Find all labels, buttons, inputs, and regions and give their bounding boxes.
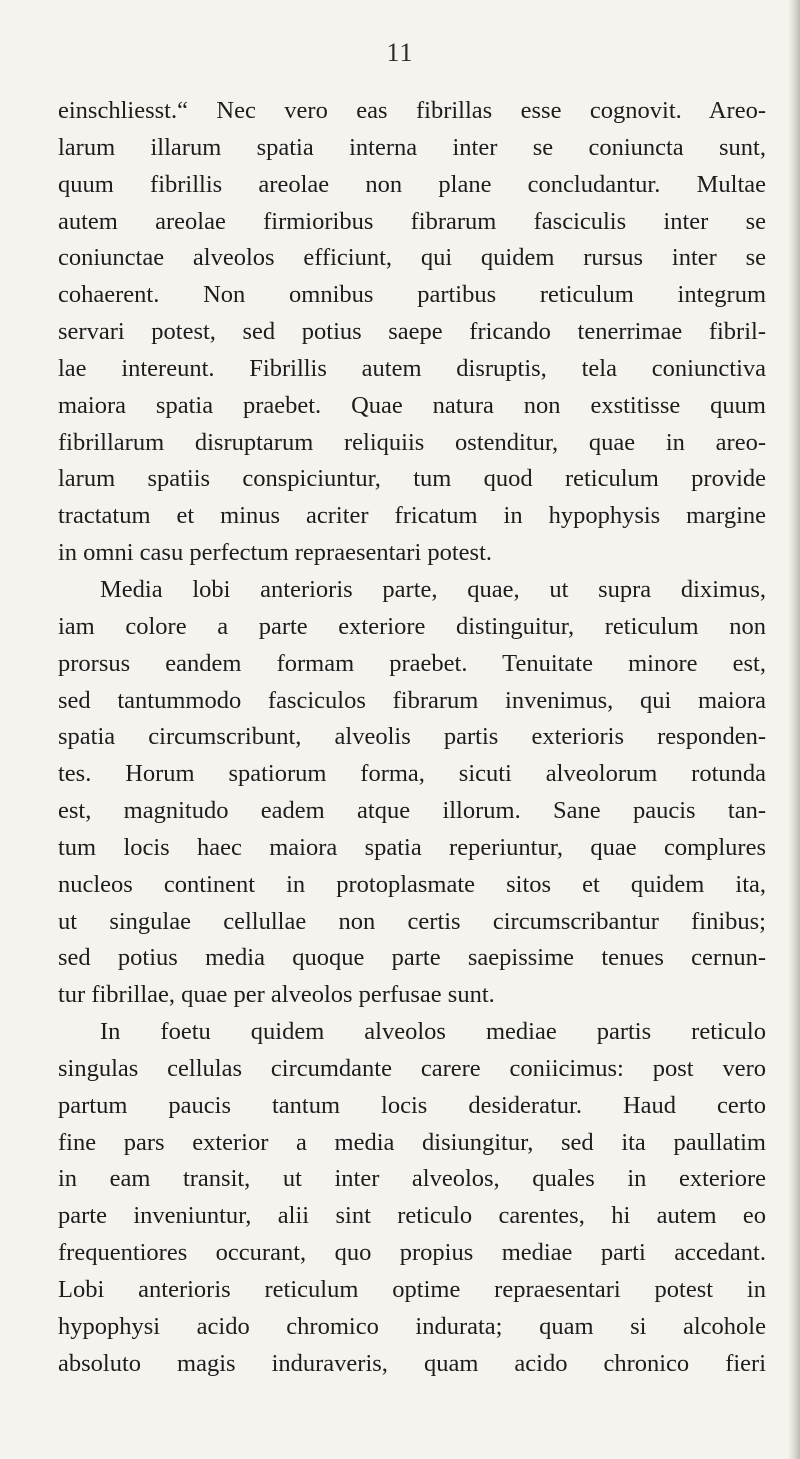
text-line: larum illarum spatia interna inter se coniuncta sunt, (58, 133, 766, 161)
text-line: cohaerent. Non omnibus partibus reticulum integrum (58, 281, 766, 309)
text-line: Lobi anterioris reticulum optime repraesentari potest in (58, 1276, 766, 1303)
text-line: tum locis haec maiora spatia reperiuntur, quae complures (58, 833, 766, 861)
text-line: sed potius media quoque parte saepissime tenues cernun- (58, 944, 766, 972)
text-line: maiora spatia praebet. Quae natura non exstitisse quum (58, 391, 766, 419)
text-line: in eam transit, ut inter alveolos, quales in exteriore (58, 1165, 766, 1193)
text-line: absoluto magis induraveris, quam acido chronico fieri (58, 1349, 766, 1377)
text-line: quum fibrillis areolae non plane concludantur. Multae (58, 170, 766, 198)
page-number: 11 (386, 38, 414, 67)
text-line: tur fibrillae, quae per alveolos perfusae sunt. (58, 981, 495, 1009)
text-line: ut singulae cellullae non certis circumscribantur finibus; (58, 907, 766, 935)
text-line: partum paucis tantum locis desideratur. Haud certo (58, 1091, 766, 1119)
text-line: singulas cellulas circumdante carere coniicimus: post vero (58, 1054, 766, 1082)
text-line: hypophysi acido chromico indurata; quam si alcohole (58, 1312, 766, 1340)
text-line: in omni casu perfectum repraesentari potest. (58, 539, 493, 567)
text-line: nucleos continent in protoplasmate sitos et quidem ita, (58, 870, 766, 898)
text-line: frequentiores occurant, quo propius mediae parti accedant. (58, 1239, 766, 1267)
body-text (58, 93, 766, 1383)
text-line: larum spatiis conspiciuntur, tum quod reticulum provide (58, 465, 766, 493)
text-line: parte inveniuntur, alii sint reticulo carentes, hi autem eo (58, 1202, 766, 1230)
text-line: coniunctae alveolos efficiunt, qui quidem rursus inter se (58, 244, 766, 272)
text-line: iam colore a parte exteriore distinguitur, reticulum non (58, 612, 766, 640)
text-line: Media lobi anterioris parte, quae, ut supra diximus, (100, 575, 766, 603)
page-edge-shadow (788, 0, 800, 1459)
text-line: lae intereunt. Fibrillis autem disruptis, tela coniunctiva (58, 354, 766, 382)
text-line: sed tantummodo fasciculos fibrarum invenimus, qui maiora (58, 686, 766, 714)
text-line: einschliesst.“ Nec vero eas fibrillas esse cognovit. Areo- (58, 97, 766, 124)
text-line: In foetu quidem alveolos mediae partis reticulo (100, 1018, 766, 1046)
text-line: tes. Horum spatiorum forma, sicuti alveolorum rotunda (58, 760, 766, 788)
text-line: spatia circumscribunt, alveolis partis exterioris responden- (58, 723, 766, 751)
text-line: tractatum et minus acriter fricatum in hypophysis margine (58, 502, 766, 530)
text-line: fibrillarum disruptarum reliquiis ostenditur, quae in areo- (58, 428, 766, 456)
text-line: autem areolae firmioribus fibrarum fasciculis inter se (58, 207, 766, 235)
text-line: prorsus eandem formam praebet. Tenuitate minore est, (58, 649, 766, 677)
text-line: est, magnitudo eadem atque illorum. Sane paucis tan- (58, 797, 766, 825)
text-line: fine pars exterior a media disiungitur, sed ita paullatim (58, 1128, 766, 1156)
text-line: servari potest, sed potius saepe fricando tenerrimae fibril- (58, 318, 766, 346)
